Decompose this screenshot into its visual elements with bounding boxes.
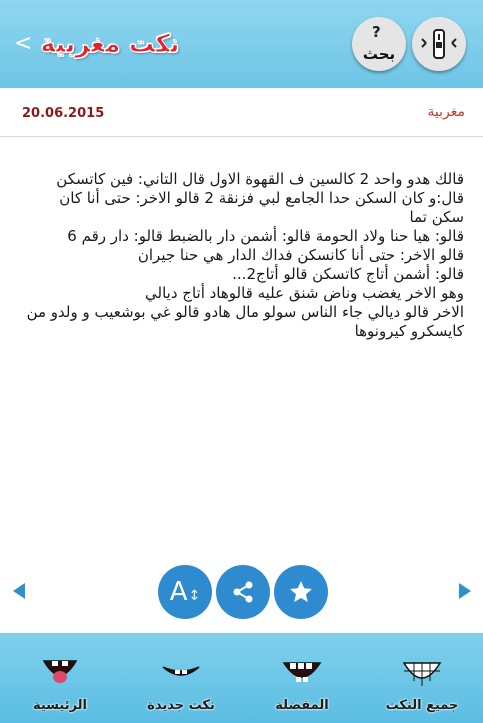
tab-home[interactable] xyxy=(0,633,120,723)
joke-date: 20.06.2015 xyxy=(22,106,105,121)
share-button[interactable] xyxy=(216,565,270,619)
smile-face-icon xyxy=(159,653,203,693)
tab-all-jokes[interactable] xyxy=(362,633,482,723)
tab-favorites-label: المفضلة xyxy=(275,698,329,713)
font-size-button[interactable] xyxy=(158,565,212,619)
tab-favorites[interactable] xyxy=(242,633,362,723)
question-icon: ? xyxy=(372,23,381,41)
search-label: بحث xyxy=(362,45,396,63)
divider xyxy=(0,136,483,137)
favorite-button[interactable] xyxy=(274,565,328,619)
star-icon xyxy=(287,578,315,606)
tab-new-jokes-label: نكت جديدة xyxy=(147,698,215,713)
app-logo[interactable] xyxy=(14,26,179,60)
logo-text: نكت مغربية xyxy=(40,28,180,58)
tab-home-label: الرئيسية xyxy=(32,698,88,713)
tab-new-jokes[interactable] xyxy=(121,633,241,723)
search-button[interactable] xyxy=(352,17,406,71)
arrow-left-icon[interactable] xyxy=(13,583,25,599)
app-header xyxy=(0,0,483,88)
tongue-face-icon xyxy=(40,653,80,693)
font-size-icon: A↕ xyxy=(169,577,201,607)
grin-face-icon xyxy=(280,653,324,693)
settings-button[interactable] xyxy=(412,17,466,71)
chevron-right-icon[interactable]: < xyxy=(14,30,33,56)
settings-icon xyxy=(412,17,466,71)
bottom-nav xyxy=(0,633,483,723)
joke-category[interactable]: مغربية xyxy=(427,104,465,120)
arrow-right-icon[interactable] xyxy=(459,583,471,599)
tab-all-jokes-label: جميع النكت xyxy=(385,698,459,713)
share-icon xyxy=(229,578,257,606)
laugh-face-icon xyxy=(400,653,444,693)
joke-text: قالك هدو واحد 2 كالسين ف القهوة الاول قال التاني: فين كاتسكن قال:و كان السكن حدا الجامع لبي فزنقة 2 قالو الاخر: حتى أنا كان سكن تما قالو: هيا حنا ولاد الحومة قالو: أشمن دار بالضبط قالو: دار رقم 6 قالو الاخر: حتى أنا كانسكن فداك الدار هي حنا جيران قالو: أشمن أتاج كاتسكن قالو أتاج2... وهو الاخر يغضب وناض شنق عليه قالوهاد أتاج ديالي الاخر قالو ديالي جاء الناس سولو مال هادو قالو غي بوشعيب و ولدو من كايسكرو كيرونوها xyxy=(26,170,464,340)
